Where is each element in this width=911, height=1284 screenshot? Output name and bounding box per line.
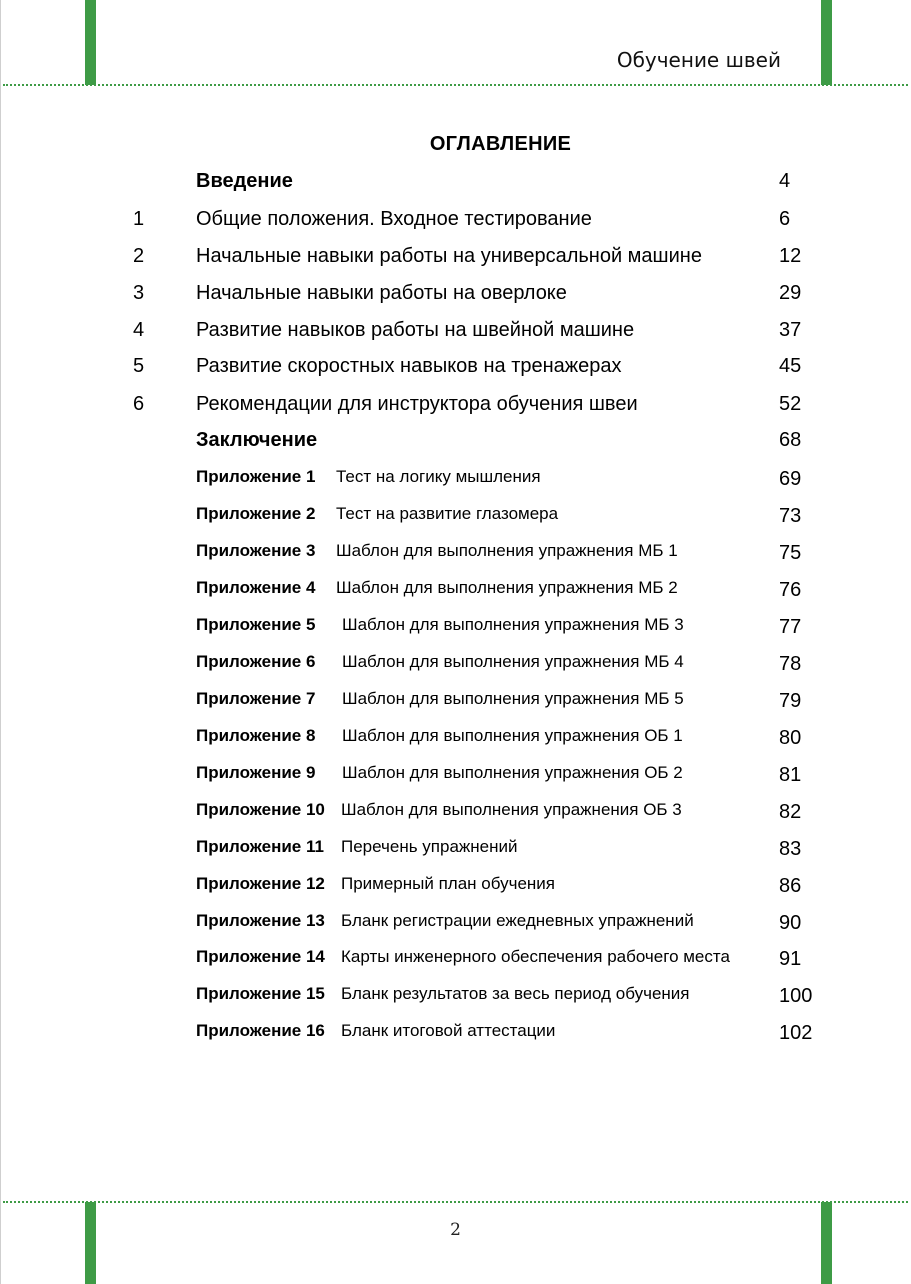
toc-entry-title: Рекомендации для инструктора обучения швеи [196, 393, 638, 415]
appendix-page: 83 [779, 838, 802, 860]
toc-entry-page: 37 [779, 319, 802, 341]
toc-entry-page: 4 [779, 170, 791, 192]
appendix-page: 75 [779, 542, 802, 564]
toc-entry-number: 6 [133, 393, 145, 415]
footer-green-bar-right [821, 1202, 832, 1284]
toc-entry-title: Заключение [196, 429, 318, 451]
toc-entry-number: 1 [133, 208, 145, 230]
appendix-title: Карты инженерного обеспечения рабочего места [341, 947, 730, 966]
appendix-title: Примерный план обучения [341, 874, 556, 893]
toc-entry-number: 2 [133, 245, 145, 267]
appendix-title: Шаблон для выполнения упражнения ОБ 3 [341, 800, 682, 819]
appendix-label: Приложение 5 [196, 615, 316, 634]
toc-entry-title: Начальные навыки работы на оверлоке [196, 282, 567, 304]
appendix-page: 78 [779, 653, 802, 675]
appendix-page: 80 [779, 727, 802, 749]
appendix-label: Приложение 14 [196, 947, 325, 966]
toc-entry-title: Начальные навыки работы на универсальной машине [196, 245, 702, 267]
appendix-label: Приложение 1 [196, 467, 316, 486]
appendix-label: Приложение 7 [196, 689, 316, 708]
toc-entry-page: 12 [779, 245, 802, 267]
appendix-label: Приложение 3 [196, 541, 316, 560]
appendix-page: 79 [779, 690, 802, 712]
appendix-title: Шаблон для выполнения упражнения ОБ 1 [342, 726, 683, 745]
footer-green-bar-left [85, 1202, 96, 1284]
appendix-label: Приложение 9 [196, 763, 316, 782]
toc-entry-page: 6 [779, 208, 791, 230]
appendix-title: Бланк результатов за весь период обучения [341, 984, 690, 1003]
running-title: Обучение швей [616, 48, 781, 72]
toc-entry-title: Введение [196, 170, 293, 192]
appendix-page: 100 [779, 985, 813, 1007]
toc-entry-number: 5 [133, 355, 145, 377]
appendix-page: 76 [779, 579, 802, 601]
appendix-title: Шаблон для выполнения упражнения МБ 3 [342, 615, 684, 634]
footer-divider [3, 1201, 908, 1203]
appendix-page: 77 [779, 616, 802, 638]
appendix-page: 69 [779, 468, 802, 490]
appendix-title: Шаблон для выполнения упражнения МБ 2 [336, 578, 678, 597]
toc-entry-number: 3 [133, 282, 145, 304]
appendix-label: Приложение 2 [196, 504, 316, 523]
appendix-title: Тест на развитие глазомера [336, 504, 559, 523]
toc-entry-number: 4 [133, 319, 145, 341]
appendix-page: 102 [779, 1022, 813, 1044]
appendix-label: Приложение 8 [196, 726, 316, 745]
toc-entry-page: 68 [779, 429, 802, 451]
appendix-label: Приложение 4 [196, 578, 316, 597]
appendix-page: 86 [779, 875, 802, 897]
appendix-title: Шаблон для выполнения упражнения МБ 1 [336, 541, 678, 560]
appendix-page: 73 [779, 505, 802, 527]
appendix-title: Шаблон для выполнения упражнения МБ 5 [342, 689, 684, 708]
appendix-label: Приложение 12 [196, 874, 325, 893]
toc-entry-page: 52 [779, 393, 802, 415]
toc-entry-title: Развитие скоростных навыков на тренажерах [196, 355, 622, 377]
toc-entry-page: 45 [779, 355, 802, 377]
appendix-label: Приложение 15 [196, 984, 325, 1003]
appendix-label: Приложение 6 [196, 652, 316, 671]
appendix-page: 90 [779, 912, 802, 934]
appendix-title: Бланк итоговой аттестации [341, 1021, 556, 1040]
toc-entry-page: 29 [779, 282, 802, 304]
appendix-page: 91 [779, 948, 802, 970]
toc-entry-title: Общие положения. Входное тестирование [196, 208, 592, 230]
appendix-page: 82 [779, 801, 802, 823]
appendix-title: Перечень упражнений [341, 837, 518, 856]
toc-entry-title: Развитие навыков работы на швейной машине [196, 319, 635, 341]
appendix-label: Приложение 13 [196, 911, 325, 930]
appendix-label: Приложение 11 [196, 837, 324, 856]
appendix-page: 81 [779, 764, 802, 786]
appendix-title: Бланк регистрации ежедневных упражнений [341, 911, 694, 930]
toc-heading: ОГЛАВЛЕНИЕ [429, 133, 572, 155]
appendix-label: Приложение 16 [196, 1021, 325, 1040]
page-number: 2 [450, 1220, 461, 1240]
appendix-label: Приложение 10 [196, 800, 325, 819]
appendix-title: Шаблон для выполнения упражнения ОБ 2 [342, 763, 683, 782]
appendix-title: Шаблон для выполнения упражнения МБ 4 [342, 652, 684, 671]
appendix-title: Тест на логику мышления [336, 467, 541, 486]
